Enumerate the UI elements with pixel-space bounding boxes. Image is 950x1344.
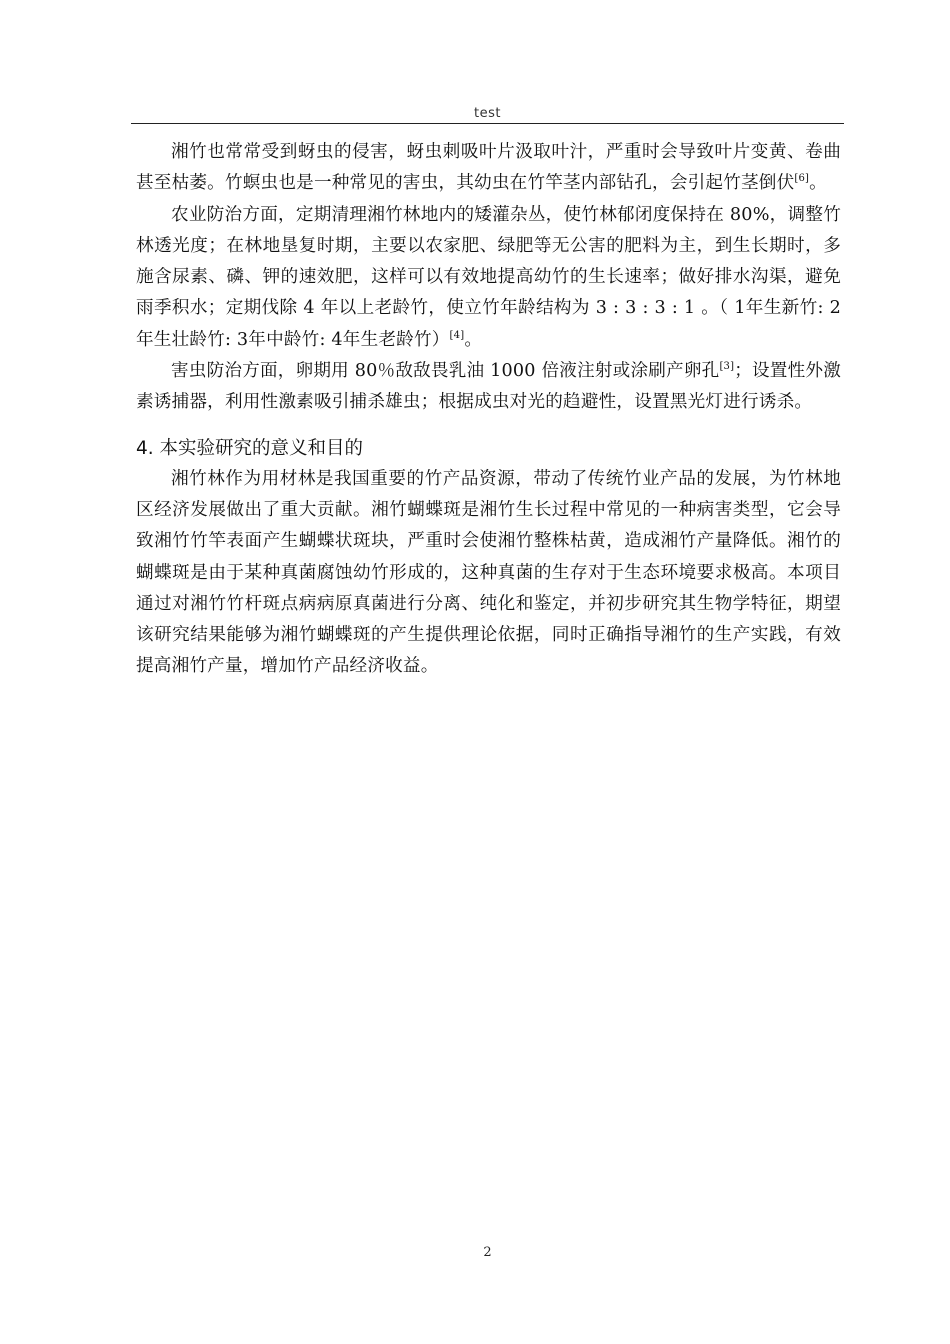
paragraph-text: 农业防治方面，定期清理湘竹林地内的矮灌杂丛，使竹林郁闭度保持在 80%，调整竹林透光度；在林地垦复时期，主要以农家肥、绿肥等无公害的肥料为主，到生长期时，多施含尿素、磷、钾的速效肥，这样可以有效地提高幼竹的生长速率；做好排水沟渠，避免雨季积水；定期伐除 4 年以上老龄竹，使立竹年龄结构为 3 : 3 : 3 : 1 。（ 1年生新竹: 2年生壮龄竹: 3年中龄竹: 4年生老龄竹） [136,204,841,350]
paragraph-research-purpose: 湘竹林作为用材林是我国重要的竹产品资源，带动了传统竹业产品的发展，为竹林地区经济发展做出了重大贡献。湘竹蝴蝶斑是湘竹生长过程中常见的一种病害类型，它会导致湘竹竹竿表面产生蝴蝶状斑块，严重时会使湘竹整株枯黄，造成湘竹产量降低。湘竹的蝴蝶斑是由于某种真菌腐蚀幼竹形成的，这种真菌的生存对于生态环境要求极高。本项目通过对湘竹竹杆斑点病病原真菌进行分离、纯化和鉴定，并初步研究其生物学特征，期望该研究结果能够为湘竹蝴蝶斑的产生提供理论依据，同时正确指导湘竹的生产实践，有效提高湘竹产量，增加竹产品经济收益。 [136,468,841,677]
header-rule [131,123,844,124]
page-number: 2 [483,1245,492,1260]
citation-ref: [4] [449,329,465,341]
section-heading: 4. 本实验研究的意义和目的 [136,437,364,459]
page-content [136,137,841,683]
citation-ref: [6] [794,173,810,185]
paragraph-aphid-pests [136,137,841,200]
paragraph-text: 害虫防治方面，卵期用 80％敌敌畏乳油 1000 倍液注射或涂刷产卵孔 [171,361,720,382]
paragraph-tail: ；设置性外激素诱捕器，利用性激素吸引捕杀雄虫；根据成虫对光的趋避性，设置黑光灯进行诱杀。 [136,361,841,413]
paragraph-tail: 。 [464,329,483,350]
paragraph-agricultural-control [136,200,841,356]
paragraph-text: 湘竹也常常受到蚜虫的侵害，蚜虫刺吸叶片汲取叶汁，严重时会导致叶片变黄、卷曲甚至枯萎。竹螟虫也是一种常见的害虫，其幼虫在竹竿茎内部钻孔，会引起竹茎倒伏 [136,142,841,194]
paragraph-tail: 。 [809,173,827,194]
citation-ref: [3] [719,361,735,373]
page-header: test [474,106,501,121]
paragraph-pest-control [136,356,841,419]
